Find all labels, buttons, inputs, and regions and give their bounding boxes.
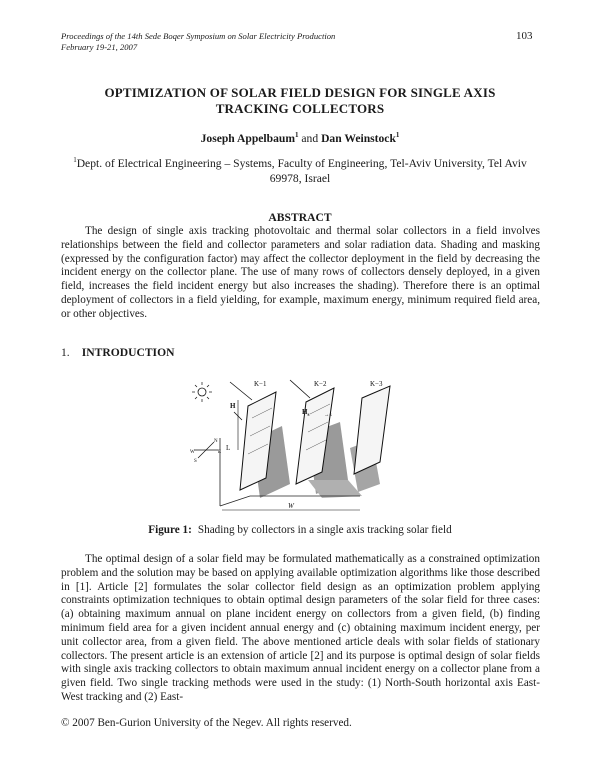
author-1-affil: 1	[295, 131, 299, 139]
sun-icon	[198, 388, 206, 396]
section-title: INTRODUCTION	[81, 346, 175, 359]
compass-s: S	[194, 459, 197, 464]
compass-w: W	[190, 450, 195, 455]
compass-icon	[194, 442, 218, 458]
running-head	[61, 31, 335, 53]
abstract-text: The design of single axis tracking photovoltaic and thermal solar collectors in a field involves relationships between the field and collector parameters and solar radiation data. Shading and masking (expressed by the configuration factor) may affect the collector deployment in the field by decreasing the incident energy on the collector plane. The use of many rows of collectors densely deployed, in a given field, increases the field incident energy but also increases the shading). Therefore there is an optimal deployment of collectors in a field yielding, for example, maximum energy, minimum required field area, or other objectives.	[61, 225, 540, 320]
author-1: Joseph Appelbaum	[200, 131, 295, 145]
label-k3: K−3	[370, 380, 383, 388]
affiliation-line1: Dept. of Electrical Engineering – Systems, Faculty of Engineering, Tel-Aviv University, Tel Aviv	[76, 156, 527, 170]
label-w: W	[288, 502, 294, 510]
author-2: Dan Weinstock	[321, 131, 396, 145]
affiliation-sup: 1	[73, 156, 77, 164]
abstract-heading: ABSTRACT	[268, 211, 332, 224]
affiliation	[60, 153, 540, 186]
figure-1-caption-label: Figure 1:	[148, 524, 192, 536]
label-l: L	[226, 444, 231, 452]
compass-n: N	[214, 439, 218, 444]
label-arrow-s: →s	[324, 412, 332, 418]
copyright-notice: © 2007 Ben-Gurion University of the Negev. All rights reserved.	[61, 717, 352, 729]
page-number: 103	[516, 30, 533, 42]
label-hs-main: H	[302, 408, 308, 416]
affiliation-line2: 69978, Israel	[269, 171, 331, 185]
body-paragraph-1: The optimal design of a solar field may be formulated mathematically as a constrained optimization problem and the solution may be based on applying available optimization algorithms like those described in [1]. Article [2] formulates the solar collector field design as an optimization problem applying constraints optimization techniques to obtain optimal design parameters of the solar field for three cases: (a) obtaining maximum annual on plane incident energy on collectors from a given field, (b) finding minimum field area for a given incident annual energy and (c) obtaining maximum incident energy, per unit collector area, from a given field. The above mentioned article deals with solar fields of stationary collectors. The present article is an extension of article [2] and its purpose is optimal design of solar fields with single axis tracking collectors to obtain maximum annual incident energy on a collector plane from a given field. Two single tracking methods were used in the study: (1) North-South horizontal axis East-West tracking and (2) East-	[61, 553, 540, 703]
label-k2: K−2	[314, 380, 327, 388]
compass-e: E	[218, 450, 222, 455]
label-h: H	[230, 402, 236, 410]
figure-1	[190, 378, 420, 516]
figure-1-diagram	[190, 378, 420, 516]
authors-conjunction: and	[301, 131, 319, 145]
figure-1-caption-text: Shading by collectors in a single axis tracking solar field	[197, 524, 452, 536]
authors	[60, 131, 540, 145]
sun-rays	[192, 382, 212, 402]
paper-title-line2: TRACKING COLLECTORS	[215, 101, 385, 116]
paper-title	[60, 85, 540, 117]
label-k1: K−1	[254, 380, 267, 388]
collector-3	[354, 386, 390, 474]
section-number: 1.	[61, 346, 70, 359]
figure-1-caption	[60, 524, 540, 536]
author-2-affil: 1	[395, 131, 400, 139]
section-heading-introduction	[61, 346, 174, 359]
label-hs-sub: s	[307, 413, 310, 418]
running-head-line1: Proceedings of the 14th Sede Boqer Symposium on Solar Electricity Production	[61, 31, 336, 41]
shadow-3	[308, 480, 362, 498]
paper-title-line1: OPTIMIZATION OF SOLAR FIELD DESIGN FOR SINGLE AXIS	[104, 85, 496, 100]
running-head-line2: February 19-21, 2007	[61, 42, 138, 52]
